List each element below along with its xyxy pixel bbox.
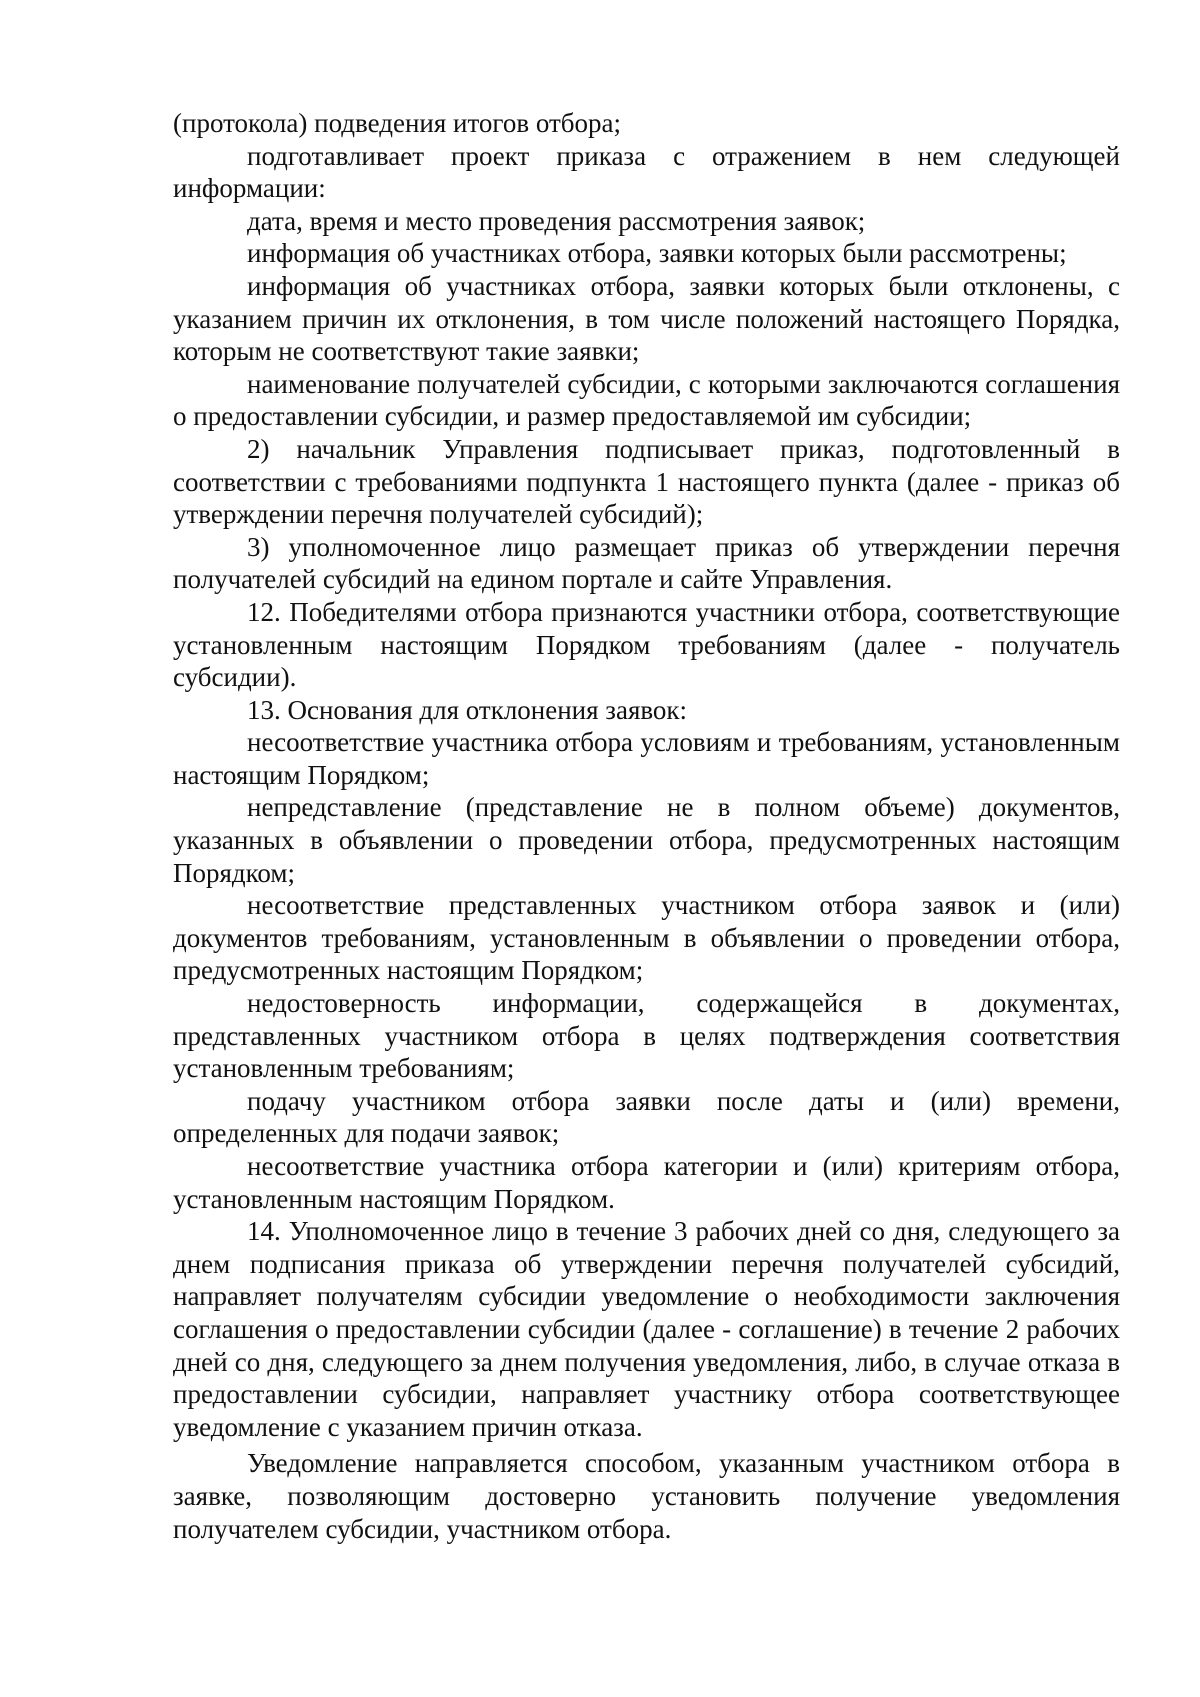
paragraph-item-3-publication: 3) уполномоченное лицо размещает приказ об утверждении перечня получателей субсидий на едином портале и сайте Управления. xyxy=(173,531,1120,595)
paragraph-rejection-nonconformity: несоответствие участника отбора условиям и требованиям, установленным настоящим Порядком; xyxy=(173,727,1120,790)
paragraph-rejection-category-criteria: несоответствие участника отбора категории и (или) критериям отбора, установленным настоящим Порядком. xyxy=(173,1151,1120,1214)
paragraph-section-12-winners: 12. Победителями отбора признаются участники отбора, соответствующие установленным настоящим Порядком требованиям (далее - получатель субсидии). xyxy=(173,596,1120,693)
paragraph-prepare-order: подготавливает проект приказа с отражением в нем следующей информации: xyxy=(173,140,1120,204)
paragraph-notification-method: Уведомление направляется способом, указанным участником отбора в заявке, позволяющим достоверно установить получение уведомления получателем субсидии, участником отбора. xyxy=(173,1448,1120,1544)
paragraph-item-2-signing: 2) начальник Управления подписывает приказ, подготовленный в соответствии с требованиями подпункта 1 настоящего пункта (далее - приказ об утверждении перечня получателей субсидий); xyxy=(173,433,1120,530)
paragraph-rejection-missing-documents: непредставление (представление не в полном объеме) документов, указанных в объявлении о проведении отбора, предусмотренных настоящим Порядком; xyxy=(173,792,1120,888)
paragraph-date-time-place: дата, время и место проведения рассмотрения заявок; xyxy=(247,205,866,236)
paragraph-recipients-names: наименование получателей субсидии, с которыми заключаются соглашения о предоставлении субсидии, и размер предоставляемой им субсидии; xyxy=(173,368,1120,432)
paragraph-protocol-continuation: (протокола) подведения итогов отбора; xyxy=(173,108,621,138)
document-page xyxy=(173,107,1120,1545)
paragraph-rejection-document-requirements: несоответствие представленных участником отбора заявок и (или) документов требованиям, установленным в объявлении о проведении отбора, предусмотренных настоящим Порядком; xyxy=(173,890,1120,986)
paragraph-section-14-notification: 14. Уполномоченное лицо в течение 3 рабочих дней со дня, следующего за днем подписания приказа об утверждении перечня получателей субсидий, направляет получателям субсидии уведомление о необходимости заключения соглашения о предоставлении субсидии (далее - соглашение) в течение 2 рабочих дней со дня, следующего за днем получения уведомления, либо, в случае отказа в предоставлении субсидии, направляет участнику отбора соответствующее уведомление с указанием причин отказа. xyxy=(173,1216,1120,1442)
paragraph-section-13-heading: 13. Основания для отклонения заявок: xyxy=(247,694,688,725)
paragraph-rejection-unreliable-info: недостоверность информации, содержащейся в документах, представленных участником отбора в целях подтверждения соответствия установленным требованиям; xyxy=(173,988,1120,1084)
paragraph-reviewed-participants: информация об участниках отбора, заявки которых были рассмотрены; xyxy=(247,238,1067,269)
paragraph-rejected-participants: информация об участниках отбора, заявки которых были отклонены, с указанием причин их отклонения, в том числе положений настоящего Порядка, которым не соответствуют такие заявки; xyxy=(173,270,1120,367)
paragraph-rejection-late-submission: подачу участником отбора заявки после даты и (или) времени, определенных для подачи заявок; xyxy=(173,1085,1120,1149)
